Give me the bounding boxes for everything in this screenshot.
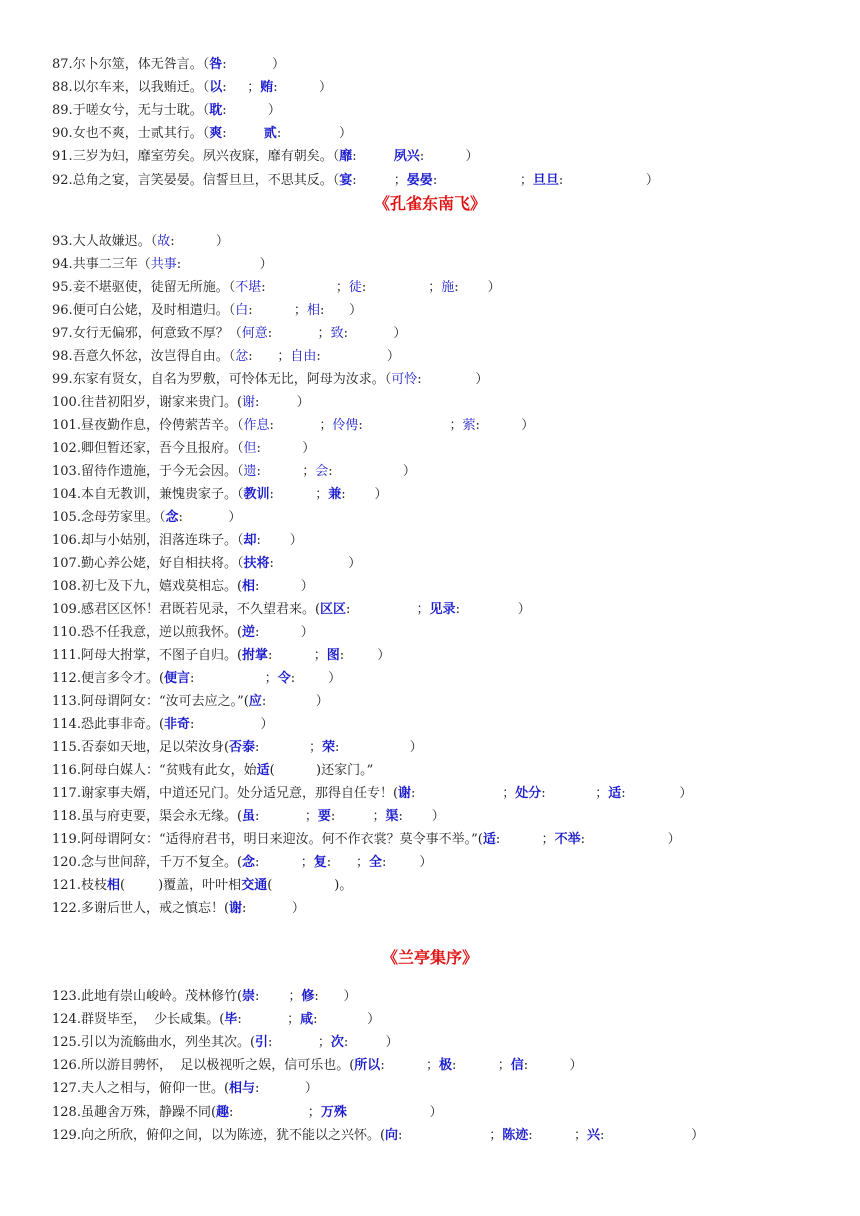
sentence-text: 阿母谓阿女：“适得府君书，明日来迎汝。何不作衣裳？莫令事不举。”(	[80, 832, 483, 847]
line-number: 90.	[52, 126, 73, 142]
sentence-text: : ；	[495, 832, 555, 847]
sentence-text: 女也不爽，士贰其行。（	[72, 126, 210, 142]
line-number: 89.	[52, 103, 73, 119]
keyword-term: 咎	[209, 57, 223, 72]
sentence-text: : ）	[290, 671, 342, 686]
sentence-text: : ；	[255, 740, 323, 755]
line-number: 107.	[52, 556, 81, 571]
line-number: 94.	[52, 257, 73, 272]
sentence-text: : ；	[346, 602, 430, 617]
sentence-text: : ）	[455, 602, 531, 617]
sentence-text: 女行无偏邪，何意致不厚？（	[72, 326, 242, 341]
exercise-line	[52, 277, 501, 299]
sentence-text: : ）	[255, 395, 310, 410]
sentence-text: : ）	[176, 257, 273, 272]
sentence-text: 此地有崇山峻岭。茂林修竹(	[80, 989, 243, 1004]
exercise-line	[52, 852, 432, 874]
keyword-term: 兼	[328, 487, 342, 502]
sentence-text: : ）	[339, 648, 391, 663]
line-number: 106.	[52, 533, 81, 548]
keyword-term: 萦	[462, 418, 476, 433]
sentence-text: : ；	[380, 1058, 440, 1074]
keyword-term: 适	[482, 832, 496, 847]
line-number: 113.	[52, 694, 81, 709]
keyword-term: 区区	[320, 602, 347, 617]
sentence-text: : ）	[319, 303, 363, 318]
keyword-term: 夙兴	[393, 149, 420, 165]
exercise-line	[52, 875, 352, 897]
sentence-text: : ）	[256, 441, 316, 456]
line-number: 111.	[52, 648, 81, 663]
exercise-line	[52, 760, 373, 782]
sentence-text: 阿母白媒人：“贫贱有此女，始	[80, 763, 257, 778]
keyword-term: 修	[301, 989, 315, 1004]
sentence-text: 便言多令才。(	[80, 671, 165, 686]
keyword-term: 却	[243, 533, 257, 548]
keyword-term: 虽	[242, 809, 256, 824]
keyword-term: 相	[306, 303, 320, 318]
sentence-text: 大人故嫌迟。（	[72, 234, 158, 249]
sentence-text: ）	[346, 1104, 443, 1120]
sentence-text: : ；	[432, 172, 533, 188]
sentence-text: 阿母谓阿女：“汝可去应之。”(	[80, 694, 249, 709]
exercise-line	[52, 714, 274, 736]
sentence-text: : ）	[328, 464, 416, 479]
keyword-term: 相	[242, 579, 256, 594]
sentence-text: 群贤毕至， 少长咸集。(	[80, 1012, 225, 1028]
keyword-term: 旦旦	[532, 172, 559, 188]
line-number: 96.	[52, 303, 73, 318]
keyword-term: 不堪	[235, 280, 262, 295]
line-number: 112.	[52, 671, 81, 686]
exercise-line	[52, 146, 479, 168]
keyword-term: 相	[106, 878, 120, 893]
sentence-text: 枝枝	[80, 878, 107, 893]
sentence-text: : ；	[222, 80, 261, 96]
sentence-text: 念与世间辞，千万不复全。(	[80, 855, 243, 870]
sentence-text: : ）	[222, 103, 281, 119]
sentence-text: : ）	[313, 1012, 381, 1028]
sentence-text: : ；	[528, 1127, 587, 1143]
exercise-line	[52, 576, 314, 598]
keyword-term: 非奇	[164, 717, 191, 732]
sentence-text: : ）	[381, 855, 433, 870]
exercise-line	[52, 461, 416, 483]
exercise-line	[52, 1032, 398, 1054]
sentence-text: 否泰如天地，足以荣汝身(	[80, 740, 230, 755]
line-number: 117.	[52, 786, 81, 801]
sentence-text: : ）	[599, 1127, 705, 1143]
line-number: 115.	[52, 740, 81, 755]
keyword-term: 处分	[515, 786, 542, 801]
keyword-term: 崇	[242, 989, 256, 1004]
sentence-text: : ；	[541, 786, 609, 801]
sentence-text: 往昔初阳岁，谢家来贵门。(	[80, 395, 243, 410]
keyword-term: 但	[243, 441, 257, 456]
sentence-text: 夫人之相与，俯仰一世。(	[80, 1081, 230, 1097]
sentence-text: 多谢后世人，戒之慎忘！(	[80, 901, 230, 916]
sentence-text: : ；	[255, 809, 318, 824]
sentence-text: : ；	[326, 855, 369, 870]
sentence-text: : ）	[314, 989, 357, 1004]
sentence-text: 阿母大拊掌，不图子自归。(	[80, 648, 243, 663]
sentence-text: : ）	[170, 234, 229, 249]
sentence-text: : ；	[256, 464, 316, 479]
sentence-text: ( )还家门。”	[269, 763, 374, 778]
keyword-term: 谢	[398, 786, 412, 801]
sentence-text: 三岁为妇，靡室劳矣。夙兴夜寐，靡有朝矣。（	[72, 149, 340, 165]
keyword-term: 共事	[150, 257, 177, 272]
line-number: 95.	[52, 280, 73, 295]
sentence-text: : ）	[276, 126, 353, 142]
sentence-text: : ）	[222, 57, 286, 72]
sentence-text: : ；	[398, 1127, 503, 1143]
exercise-line	[52, 484, 388, 506]
line-number: 101.	[52, 418, 81, 433]
exercise-line	[52, 986, 357, 1008]
sentence-text: : ）	[178, 510, 242, 525]
keyword-term: 故	[157, 234, 171, 249]
keyword-term: 适	[608, 786, 622, 801]
keyword-term: 应	[248, 694, 262, 709]
sentence-text: : ）	[261, 694, 329, 709]
sentence-text: 感君区区怀！君既若见录，不久望君来。(	[80, 602, 321, 617]
keyword-term: 致	[330, 326, 344, 341]
sentence-text: 昼夜勤作息，伶俜萦苦辛。（	[80, 418, 244, 433]
sentence-text: : ）	[419, 149, 479, 165]
line-number: 129.	[52, 1127, 81, 1143]
keyword-term: 可怜	[391, 372, 418, 387]
exercise-line	[52, 392, 310, 414]
sentence-text: : ）	[523, 1058, 583, 1074]
keyword-term: 要	[317, 809, 331, 824]
exercise-line	[52, 323, 406, 345]
exercise-line	[52, 231, 229, 253]
sentence-text: : ）	[417, 372, 489, 387]
keyword-term: 宴	[339, 172, 353, 188]
line-number: 91.	[52, 149, 73, 165]
exercise-line	[52, 691, 329, 713]
sentence-text: : ）	[398, 809, 445, 824]
line-number: 120.	[52, 855, 81, 870]
keyword-term: 渠	[385, 809, 399, 824]
exercise-line	[52, 1009, 380, 1031]
sentence-text: 尔卜尔筮，体无咎言。（	[72, 57, 210, 72]
sentence-text: 初七及下九，嬉戏莫相忘。(	[80, 579, 243, 594]
keyword-term: 不举	[554, 832, 581, 847]
sentence-text: : ）	[621, 786, 693, 801]
sentence-text: 恐不任我意，逆以煎我怀。(	[80, 625, 243, 640]
sentence-text: 向之所欣，俯仰之间，以为陈迹，犹不能以之兴怀。(	[80, 1127, 386, 1143]
keyword-term: 适	[256, 763, 270, 778]
keyword-term: 作息	[243, 418, 270, 433]
sentence-text: 东家有贤女，自名为罗敷，可怜体无比，阿母为汝求。（	[72, 372, 392, 387]
exercise-line	[52, 530, 303, 552]
exercise-line	[52, 737, 423, 759]
keyword-term: 相与	[229, 1081, 256, 1097]
keyword-term: 次	[330, 1035, 344, 1051]
sentence-text: : ）	[341, 487, 388, 502]
keyword-term: 向	[385, 1127, 399, 1143]
sentence-text: :	[222, 126, 264, 142]
keyword-term: 图	[326, 648, 340, 663]
sentence-text: : ）	[255, 1081, 318, 1097]
exercise-line	[52, 898, 305, 920]
sentence-text: 妾不堪驱使，徒留无所施。（	[72, 280, 236, 295]
sentence-text: : ）	[343, 326, 407, 341]
keyword-term: 毕	[224, 1012, 238, 1028]
sentence-text: : ；	[361, 280, 442, 295]
line-number: 110.	[52, 625, 81, 640]
sentence-text: :	[352, 149, 394, 165]
exercise-line	[52, 300, 362, 322]
keyword-term: 伶俜	[332, 418, 359, 433]
sentence-text: : ）	[475, 418, 535, 433]
sentence-text: : ；	[452, 1058, 511, 1074]
line-number: 109.	[52, 602, 81, 617]
keyword-term: 交通	[241, 878, 268, 893]
keyword-term: 否泰	[229, 740, 256, 755]
sentence-text: 恐此事非奇。(	[80, 717, 165, 732]
sentence-text: : ；	[190, 671, 278, 686]
sentence-text: : ；	[248, 303, 307, 318]
sentence-text: : ）	[343, 1035, 399, 1051]
line-number: 88.	[52, 80, 73, 96]
exercise-line	[52, 599, 531, 621]
sentence-text: : ）	[255, 625, 314, 640]
exercise-line	[52, 346, 400, 368]
keyword-term: 全	[368, 855, 382, 870]
exercise-line	[52, 100, 281, 122]
exercise-line	[52, 77, 332, 99]
line-number: 118.	[52, 809, 81, 824]
exercise-line	[52, 1078, 318, 1100]
line-number: 125.	[52, 1035, 81, 1051]
keyword-term: 引	[255, 1035, 269, 1051]
line-number: 128.	[52, 1104, 81, 1120]
keyword-term: 念	[165, 510, 179, 525]
line-number: 105.	[52, 510, 81, 525]
line-number: 100.	[52, 395, 81, 410]
exercise-line	[52, 170, 659, 192]
exercise-line	[52, 1055, 583, 1077]
sentence-text: 念母劳家里。（	[80, 510, 166, 525]
keyword-term: 施	[441, 280, 455, 295]
line-number: 93.	[52, 234, 73, 249]
sentence-text: : ；	[267, 326, 331, 341]
exercise-line	[52, 507, 241, 529]
heading-lanting-jixu: 《兰亭集序》	[381, 948, 478, 967]
keyword-term: 陈迹	[502, 1127, 529, 1143]
sentence-text: : ；	[261, 280, 349, 295]
keyword-term: 贰	[263, 126, 277, 142]
sentence-text: 共事二三年（	[72, 257, 151, 272]
sentence-text: : ）	[190, 717, 274, 732]
sentence-text: : ；	[255, 855, 314, 870]
keyword-term: 万殊	[320, 1104, 347, 1120]
sentence-text: : ；	[229, 1104, 321, 1120]
sentence-text: : ）	[269, 556, 362, 571]
keyword-term: 便言	[164, 671, 191, 686]
line-number: 103.	[52, 464, 81, 479]
keyword-term: 靡	[339, 149, 353, 165]
sentence-text: : ；	[268, 648, 327, 663]
keyword-term: 谢	[242, 395, 256, 410]
keyword-term: 兴	[586, 1127, 600, 1143]
exercise-line	[52, 553, 361, 575]
sentence-text: : ；	[255, 989, 302, 1004]
line-number: 99.	[52, 372, 73, 387]
sentence-text: : ；	[237, 1012, 301, 1028]
keyword-term: 令	[277, 671, 291, 686]
exercise-line	[52, 254, 273, 276]
exercise-line	[52, 415, 534, 437]
line-number: 104.	[52, 487, 81, 502]
sentence-text: : ；	[269, 487, 329, 502]
keyword-term: 念	[242, 855, 256, 870]
keyword-term: 以	[209, 80, 223, 96]
keyword-term: 何意	[241, 326, 268, 341]
sentence-text: 留待作遗施，于今无会因。（	[80, 464, 244, 479]
line-number: 119.	[52, 832, 81, 847]
exercise-line	[52, 783, 692, 805]
line-number: 121.	[52, 878, 81, 893]
keyword-term: 见录	[429, 602, 456, 617]
sentence-text: : ；	[248, 349, 291, 364]
exercise-line	[52, 123, 352, 145]
sentence-text: 却与小姑别，泪落连珠子。（	[80, 533, 244, 548]
line-number: 92.	[52, 172, 73, 188]
sentence-text: 本自无教训，兼愧贵家子。（	[80, 487, 244, 502]
exercise-line	[52, 645, 390, 667]
keyword-term: 极	[439, 1058, 453, 1074]
line-number: 102.	[52, 441, 81, 456]
keyword-term: 遗	[243, 464, 257, 479]
sentence-text: : ）	[273, 80, 332, 96]
exercise-line	[52, 438, 315, 460]
keyword-term: 忿	[235, 349, 249, 364]
line-number: 116.	[52, 763, 81, 778]
exercise-line	[52, 806, 445, 828]
keyword-term: 趣	[216, 1104, 230, 1120]
keyword-term: 扶将	[243, 556, 270, 571]
sentence-text: : ；	[268, 1035, 331, 1051]
sentence-text: 引以为流觞曲水，列坐其次。(	[80, 1035, 256, 1051]
sentence-text: : ；	[358, 418, 463, 433]
line-number: 97.	[52, 326, 73, 341]
line-number: 98.	[52, 349, 73, 364]
sentence-text: : ）	[558, 172, 659, 188]
keyword-term: 徒	[348, 280, 362, 295]
keyword-term: 耽	[209, 103, 223, 119]
keyword-term: 复	[313, 855, 327, 870]
sentence-text: ( )。	[267, 878, 353, 893]
sentence-text: : ）	[255, 579, 314, 594]
exercise-line	[52, 1102, 442, 1124]
sentence-text: 以尔车来，以我贿迁。（	[72, 80, 210, 96]
heading-kongque-dongnan-fei: 《孔雀东南飞》	[373, 194, 486, 213]
sentence-text: : ；	[330, 809, 386, 824]
keyword-term: 爽	[209, 126, 223, 142]
keyword-term: 逆	[242, 625, 256, 640]
sentence-text: 所以游目骋怀， 足以极视听之娱，信可乐也。(	[80, 1058, 355, 1074]
line-number: 127.	[52, 1081, 81, 1097]
sentence-text: 吾意久怀忿，汝岂得自由。（	[72, 349, 236, 364]
sentence-text: 谢家事夫婿，中道还兄门。处分适兄意，那得自任专！(	[80, 786, 399, 801]
keyword-term: 拊掌	[242, 648, 269, 663]
keyword-term: 自由	[290, 349, 317, 364]
keyword-term: 贿	[260, 80, 274, 96]
sentence-text: 勤心养公姥，好自相扶将。（	[80, 556, 244, 571]
sentence-text: 便可白公姥，及时相遣归。（	[72, 303, 236, 318]
keyword-term: 白	[235, 303, 249, 318]
line-number: 87.	[52, 57, 73, 72]
sentence-text: : ；	[411, 786, 516, 801]
keyword-term: 晏晏	[406, 172, 433, 188]
sentence-text: : ）	[454, 280, 501, 295]
sentence-text: 卿但暂还家，吾今且报府。（	[80, 441, 244, 456]
sentence-text: : ）	[242, 901, 305, 916]
keyword-term: 荣	[322, 740, 336, 755]
exercise-line	[52, 622, 314, 644]
keyword-term: 谢	[229, 901, 243, 916]
sentence-text: : ；	[352, 172, 407, 188]
exercise-line	[52, 1125, 704, 1147]
sentence-text: : ；	[269, 418, 333, 433]
sentence-text: 总角之宴，言笑晏晏。信誓旦旦，不思其反。（	[72, 172, 340, 188]
sentence-text: : ）	[316, 349, 400, 364]
sentence-text: : ）	[256, 533, 303, 548]
exercise-line	[52, 54, 285, 76]
keyword-term: 所以	[354, 1058, 381, 1074]
exercise-line	[52, 668, 341, 690]
exercise-line	[52, 369, 488, 391]
sentence-text: : ）	[335, 740, 423, 755]
sentence-text: : ）	[580, 832, 681, 847]
sentence-text: 虽与府吏要，渠会永无缘。(	[80, 809, 243, 824]
line-number: 122.	[52, 901, 81, 916]
keyword-term: 信	[510, 1058, 524, 1074]
line-number: 123.	[52, 989, 81, 1004]
keyword-term: 咸	[300, 1012, 314, 1028]
sentence-text: 于嗟女兮，无与士耽。（	[72, 103, 210, 119]
keyword-term: 教训	[243, 487, 270, 502]
sentence-text: 虽趣舍万殊，静躁不同(	[80, 1104, 217, 1120]
line-number: 108.	[52, 579, 81, 594]
keyword-term: 会	[315, 464, 329, 479]
line-number: 126.	[52, 1058, 81, 1074]
line-number: 124.	[52, 1012, 81, 1028]
exercise-line	[52, 829, 681, 851]
line-number: 114.	[52, 717, 81, 732]
sentence-text: ( )覆盖，叶叶相	[119, 878, 242, 893]
